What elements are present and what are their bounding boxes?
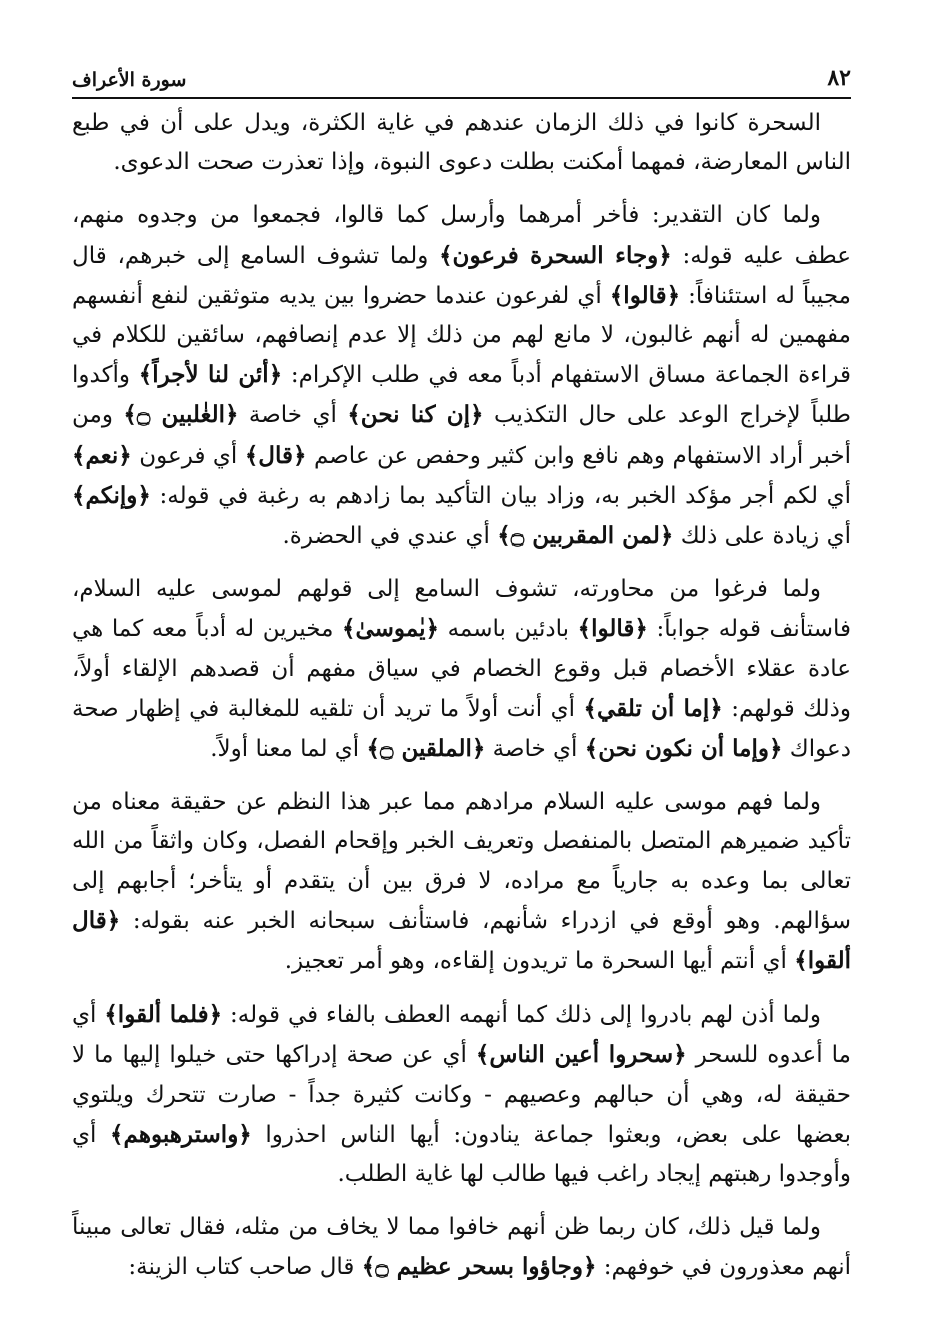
- commentary-text: أي أنت أولاً ما تريد أن تلقيه للمغالبة في إظهار صحة دعواك: [72, 695, 851, 763]
- quran-quote: ﴿أئن لنا لأجراً﴾: [138, 361, 283, 389]
- commentary-text: أي عن صحة إدراكها حتى خيلوا إليها ما لا حقيقة له، وهي أن حبالهم وعصيهم - وكانت كثيرة جداً - صارت تتحرك ويلتوي بعضها على بعض، وبعثوا جماعة ينادون: أيها الناس احذروا: [72, 1042, 851, 1148]
- quran-quote: ﴿قالوا﴾: [577, 615, 648, 643]
- commentary-text: ولما أذن لهم بادروا إلى ذلك كما أنهمه العطف بالفاء في قوله:: [222, 1002, 821, 1029]
- page-number: ٨٢: [827, 65, 851, 91]
- paragraph: [72, 995, 851, 1194]
- paragraph: [72, 104, 851, 182]
- commentary-text: أي زيادة على ذلك: [673, 523, 851, 550]
- quran-quote: ﴿وجاؤوا بسحر عظيم ۝﴾: [361, 1253, 597, 1281]
- paragraph: [72, 783, 851, 981]
- page-header: [72, 55, 851, 99]
- commentary-text: أي خاصة: [238, 402, 348, 429]
- commentary-text: ولما فرغوا من محاورته، تشوف السامع إلى قولهم لموسى عليه السلام، فاستأنف قوله جواباً:: [72, 576, 851, 643]
- quran-quote: ﴿فلما ألقوا﴾: [104, 1001, 223, 1029]
- commentary-text: مخيرين له أدباً معه كما هي عادة عقلاء الأخصام قبل وقوع الخصام في سياق مفهم أن قصدهم الإلقاء أولاً، وذلك قولهم:: [72, 616, 851, 722]
- paragraph: [72, 570, 851, 769]
- quran-quote: ﴿قال ألقوا﴾: [72, 906, 851, 975]
- paragraph: [72, 1208, 851, 1287]
- commentary-text: قال صاحب كتاب الزينة:: [128, 1254, 362, 1281]
- commentary-text: أي لكم أجر مؤكد الخبر به، وزاد بيان التأكيد بما زادهم به رغبة في قوله:: [150, 482, 851, 509]
- surah-title: سورة الأعراف: [72, 69, 187, 91]
- commentary-text: ولما فهم موسى عليه السلام مرادهم مما عبر هذا النظم عن حقيقة معناه من تأكيد ضميرهم المتصل بالمنفصل وتعريف الخبر وإقحام الفصل، وكان واثقاً من الله تعالى بما وعده به جارياً مع مراده، لا فرق بين أن يتقدم أو يتأخر؛ أجابهم إلى سؤالهم. وهو أوقع في ازدراء شأنهم، فاستأنف سبحانه الخبر عنه بقوله:: [72, 789, 851, 934]
- quran-quote: ﴿إما أن تلقي﴾: [583, 694, 723, 722]
- quran-quote: ﴿واسترهبوهم﴾: [110, 1120, 252, 1148]
- commentary-text: السحرة كانوا في ذلك الزمان عندهم في غاية الكثرة، ويدل على أن في طبع الناس المعارضة، فمهما أمكنت بطلت دعوى النبوة، وإذا تعذرت صحت الدعوى.: [72, 110, 851, 176]
- commentary-text: أي فرعون: [131, 442, 245, 469]
- commentary-text: أي عندي في الحضرة.: [282, 523, 498, 550]
- quran-quote: ﴿نعم﴾: [72, 441, 132, 469]
- commentary-text: بادئين باسمه: [439, 616, 578, 643]
- quran-quote: ﴿الملقين ۝﴾: [366, 735, 486, 763]
- commentary-text: أي لما معنا أولاً.: [210, 736, 367, 763]
- commentary-text: أي خاصة: [485, 736, 585, 763]
- commentary-text: أي لفرعون عندما حضروا بين يديه متوثقين لنفع أنفسهم مفهمين له أنهم غالبون، لا مانع لهم من ذلك إلا عدم إنصافهم، سائقين للكلام في قراءة الجماعة مساق الاستفهام أدباً معه في طلب الإكرام:: [72, 282, 852, 389]
- quran-quote: ﴿وإنكم﴾: [72, 481, 151, 509]
- commentary-text: ومن أخبر أراد الاستفهام وهم نافع وابن كثير وحفص عن عاصم: [72, 402, 851, 469]
- quran-quote: ﴿قال﴾: [244, 441, 307, 469]
- paragraph: [72, 196, 851, 556]
- quran-quote: ﴿سحروا أعين الناس﴾: [475, 1041, 687, 1069]
- quran-quote: ﴿إن كنا نحن﴾: [347, 401, 484, 429]
- page-body: [72, 104, 851, 1302]
- commentary-text: أي ما أعدوه للسحر: [72, 1002, 851, 1069]
- commentary-text: ولما كان التقدير: فأخر أمرهما وأرسل كما قالوا، فجمعوا من وجدوه منهم، عطف عليه قوله:: [72, 202, 852, 269]
- quran-quote: ﴿يٰموسىٰ﴾: [342, 615, 439, 643]
- commentary-text: وأكدوا طلباً لإخراج الوعد على حال التكذيب: [72, 362, 851, 429]
- quran-quote: ﴿وجاء السحرة فرعون﴾: [439, 241, 672, 269]
- commentary-text: أي أنتم أيها السحرة ما تريدون إلقاءه، وهو أمر تعجيز.: [284, 948, 795, 975]
- quran-quote: ﴿قالوا﴾: [609, 281, 681, 309]
- commentary-text: أي وأوجدوا رهبتهم إيجاد راغب فيها طالب لها غاية الطلب.: [72, 1121, 851, 1188]
- quran-quote: ﴿لمن المقربين ۝﴾: [497, 522, 674, 550]
- commentary-text: ولما قيل ذلك، كان ربما ظن أنهم خافوا مما لا يخاف من مثله، فقال تعالى مبيناً أنهم معذورون في خوفهم:: [72, 1214, 851, 1281]
- quran-quote: ﴿وإما أن نكون نحن﴾: [584, 735, 783, 763]
- quran-quote: ﴿الغٰلبين ۝﴾: [123, 401, 239, 429]
- commentary-text: ولما تشوف السامع إلى خبرهم، قال مجيباً له استئنافاً:: [72, 242, 851, 309]
